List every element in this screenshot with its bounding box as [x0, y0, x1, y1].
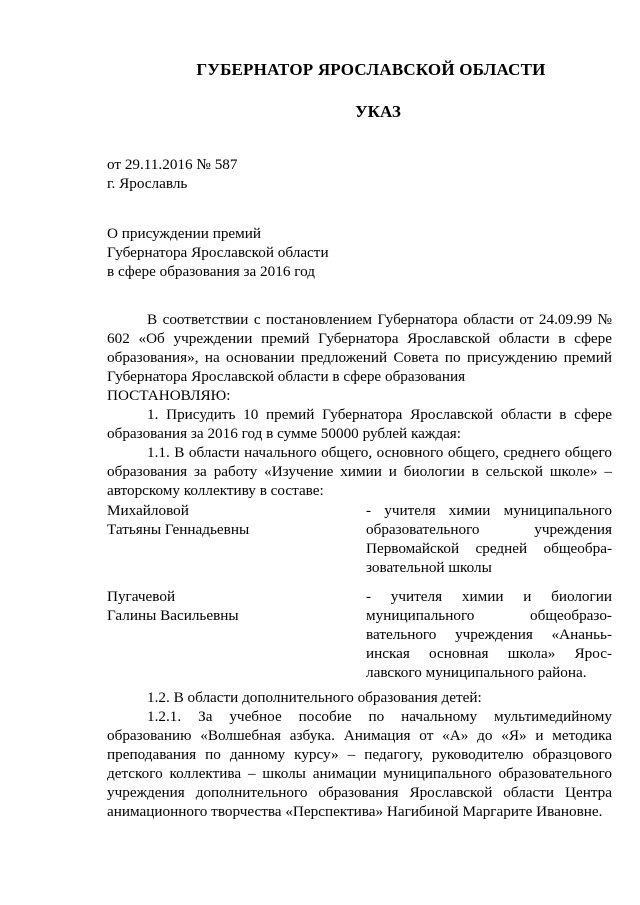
section-1-2: [107, 688, 612, 821]
preamble: В соответствии с постановлением Губернатора области от 24.09.99 № 602 «Об учреждении премий Губернатора Ярославской области в сфере образования», на основании предложений Совета по присуждению премий Губернатора Ярославской области в сфере образования: [107, 311, 612, 385]
awardee-desc-line: муниципального общеобразо-: [366, 607, 612, 624]
awardee-name: [107, 501, 357, 539]
document-body: [107, 310, 612, 500]
document-header-title: ГУБЕРНАТОР ЯРОСЛАВСКОЙ ОБЛАСТИ: [196, 60, 546, 79]
awardee-desc-line: образовательного учреждения: [366, 521, 612, 538]
awardee-desc-line: инская основная школа» Ярос-: [366, 645, 612, 662]
awardee-desc-line: вательного учреждения «Ананьь-: [366, 626, 612, 643]
document-meta: [107, 155, 237, 193]
awardee-desc-line: - учителя химии муниципального: [366, 502, 612, 519]
subject-line: в сфере образования за 2016 год: [107, 263, 315, 280]
subject-line: О присуждении премий: [107, 225, 262, 242]
awardee-desc-line: - учителя химии и биологии: [366, 588, 612, 605]
awardee-surname: Михайловой: [107, 502, 189, 519]
awardee-desc-line: лавского муниципального района.: [366, 664, 587, 681]
awardee-surname: Пугачевой: [107, 588, 176, 605]
city: г. Ярославль: [107, 175, 188, 192]
awardee-row: [107, 501, 612, 581]
decree-word: ПОСТАНОВЛЯЮ:: [107, 387, 231, 404]
item-1-1: 1.1. В области начального общего, основного общего, среднего общего образования за работу «Изучение химии и биологии в сельской школе» – авторскому коллективу в составе:: [107, 444, 612, 499]
item-1-2: 1.2. В области дополнительного образования детей:: [147, 689, 482, 706]
awardee-given-name: Татьяны Геннадьевны: [107, 521, 250, 538]
subject-line: Губернатора Ярославской области: [107, 244, 329, 261]
awardee-row: [107, 587, 612, 683]
awardee-name: [107, 587, 357, 625]
awardee-desc-line: Первомайской средней общеобра-: [366, 540, 612, 557]
awardee-desc-line: зовательной школы: [366, 559, 492, 576]
awardee-description: [366, 587, 612, 682]
document-subject: [107, 224, 329, 281]
item-1-2-1: 1.2.1. За учебное пособие по начальному мультимедийному образованию «Волшебная азбука. Анимация от «А» до «Я» и методика преподавания по данному курсу» – педагогу, руководителю образцового детского коллектива – школы анимации муниципального образовательного учреждения дополнительного образования Ярославской области Центра анимационного творчества «Перспектива» Нагибиной Маргарите Ивановне.: [107, 708, 612, 820]
item-1: 1. Присудить 10 премий Губернатора Ярославской области в сфере образования за 2016 год в сумме 50000 рублей каждая:: [107, 406, 612, 442]
awardee-given-name: Галины Васильевны: [107, 607, 239, 624]
date-number: от 29.11.2016 № 587: [107, 156, 238, 173]
awardee-description: [366, 501, 612, 577]
document-type: УКАЗ: [355, 102, 401, 121]
